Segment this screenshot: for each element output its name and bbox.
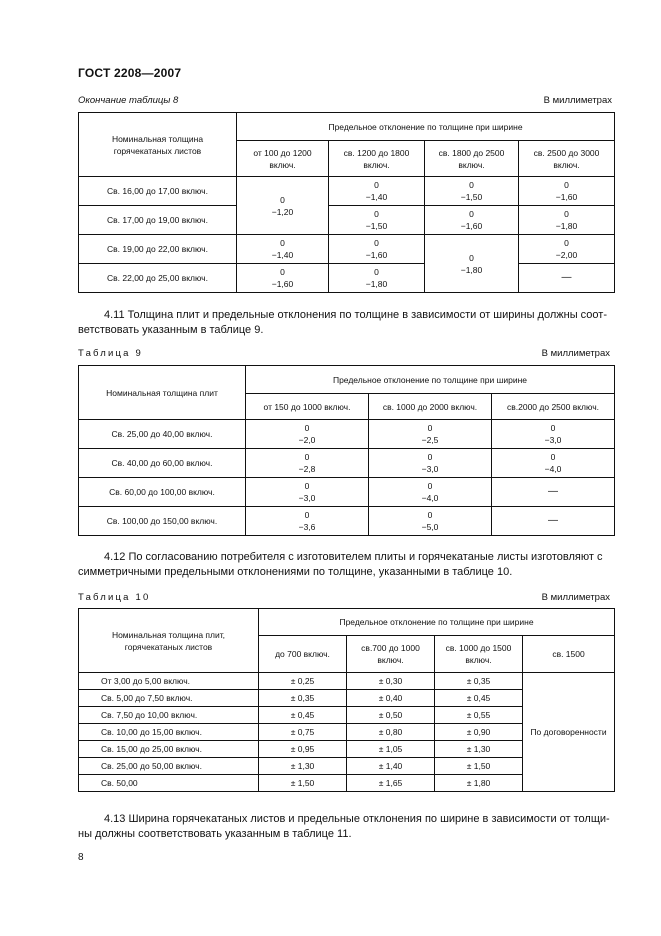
table10-col-1: до 700 включ. [259,636,347,673]
cell-bottom: −2,00 [555,250,578,260]
cell [237,235,329,264]
cell-bottom: −1,20 [271,206,294,217]
cell-top: 0 [374,209,379,219]
cell-top: 0 [550,423,556,433]
cell-bottom: −1,80 [365,279,388,289]
cell-bottom: −1,40 [365,192,388,202]
cell: ± 0,80 [347,724,435,741]
paragraph-line: 4.12 По согласованию потребителя с изготовителем плиты и горячекатаные листы изготовляют с [104,551,603,563]
cell: ± 0,40 [347,690,435,707]
table-row [79,673,615,690]
cell: ± 0,25 [259,673,347,690]
cell [329,206,425,235]
cell-top: 0 [304,452,310,462]
table10-head-first: Номинальная толщина плит, горячекатаных листов [79,609,259,673]
table-row [79,206,615,235]
row-label: Св. 16,00 до 17,00 включ. [79,177,237,206]
cell-top: 0 [469,209,474,219]
cell [492,420,615,449]
table10 [78,608,615,792]
paragraph-line: симметричными предельными отклонениями по толщине, указанными в таблице 10. [78,566,513,578]
table8-col-4: св. 2500 до 3000 включ. [519,141,615,177]
row-label: Св. 10,00 до 15,00 включ. [79,724,259,741]
table9 [78,365,615,536]
cell: ± 0,45 [259,707,347,724]
table10-unit: В миллиметрах [541,592,610,603]
row-label: Св. 19,00 до 22,00 включ. [79,235,237,264]
cell [246,420,369,449]
cell: ± 0,75 [259,724,347,741]
cell-top: 0 [550,452,556,462]
cell-bottom: −1,60 [271,279,294,289]
cell-bottom: −1,50 [460,192,483,202]
cell-bottom: −3,0 [298,493,316,503]
table10-head-group: Предельное отклонение по толщине при ширине [259,609,615,636]
cell [425,177,519,206]
cell-bottom: −1,60 [460,221,483,231]
cell-top: 0 [469,252,474,263]
merged-cell: По договоренности [523,673,615,792]
cell-top: 0 [280,238,285,248]
cell [329,264,425,293]
cell [329,177,425,206]
cell-top: 0 [564,180,569,190]
document-header: ГОСТ 2208—2007 [78,66,182,80]
cell [369,507,492,536]
table8 [78,112,615,293]
cell [329,235,425,264]
cell-bottom: −3,0 [421,464,439,474]
cell: ± 0,35 [435,673,523,690]
cell-bottom: −1,80 [555,221,578,231]
cell: ± 1,30 [259,758,347,775]
table9-unit: В миллиметрах [541,348,610,359]
cell-top: 0 [427,452,433,462]
cell: ± 1,40 [347,758,435,775]
cell: ± 0,95 [259,741,347,758]
cell-top: 0 [469,180,474,190]
table-row [79,264,615,293]
cell [492,449,615,478]
table-row [79,235,615,264]
cell [425,206,519,235]
cell [369,449,492,478]
cell-top: 0 [374,180,379,190]
cell-bottom: −2,8 [298,464,316,474]
paragraph-line: 4.11 Толщина плит и предельные отклонения по толщине в зависимости от ширины должны соот- [104,309,607,321]
cell-bottom: −1,80 [460,264,483,275]
merged-cell [237,177,329,235]
cell [246,478,369,507]
cell-top: 0 [427,481,433,491]
cell [246,449,369,478]
paragraph-4-12 [78,550,612,580]
page-number: 8 [78,852,84,863]
cell: ± 0,30 [347,673,435,690]
cell-top: 0 [374,267,379,277]
table-row [79,420,615,449]
row-label: Св. 17,00 до 19,00 включ. [79,206,237,235]
table8-col-3: св. 1800 до 2500 включ. [425,141,519,177]
cell: ± 0,45 [435,690,523,707]
cell [246,507,369,536]
cell: — [519,264,615,293]
cell: ± 1,05 [347,741,435,758]
cell-top: 0 [304,423,310,433]
row-label: Св. 50,00 [79,775,259,792]
table9-col-1: от 150 до 1000 включ. [246,394,369,420]
cell-bottom: −2,5 [421,435,439,445]
row-label: Св. 25,00 до 40,00 включ. [79,420,246,449]
cell: ± 1,65 [347,775,435,792]
row-label: Св. 22,00 до 25,00 включ. [79,264,237,293]
cell-top: 0 [564,209,569,219]
table9-head-group: Предельное отклонение по толщине при ширине [246,366,615,394]
row-label: Св. 40,00 до 60,00 включ. [79,449,246,478]
table10-col-4: св. 1500 [523,636,615,673]
row-label: Св. 5,00 до 7,50 включ. [79,690,259,707]
cell: — [492,507,615,536]
table8-caption: Окончание таблицы 8 [78,95,179,106]
cell-bottom: −4,0 [421,493,439,503]
cell: ± 0,50 [347,707,435,724]
row-label: Св. 7,50 до 10,00 включ. [79,707,259,724]
cell-bottom: −2,0 [298,435,316,445]
row-label: Св. 60,00 до 100,00 включ. [79,478,246,507]
table-row [79,507,615,536]
cell-bottom: −1,60 [365,250,388,260]
table8-head-group: Предельное отклонение по толщине при ширине [237,113,615,141]
cell [519,206,615,235]
cell [519,235,615,264]
cell [369,478,492,507]
table9-col-3: св.2000 до 2500 включ. [492,394,615,420]
table-row [79,449,615,478]
paragraph-line: ны должны соответствовать указанным в таблице 11. [78,828,352,840]
cell-top: 0 [304,481,310,491]
cell [237,264,329,293]
row-label: Св. 100,00 до 150,00 включ. [79,507,246,536]
table8-col-2: св. 1200 до 1800 включ. [329,141,425,177]
cell-top: 0 [374,238,379,248]
cell: — [492,478,615,507]
cell [519,177,615,206]
table10-col-3: св. 1000 до 1500 включ. [435,636,523,673]
paragraph-line: ветствовать указанным в таблице 9. [78,324,264,336]
table8-col-1: от 100 до 1200 включ. [237,141,329,177]
table10-caption: Таблица 10 [78,592,151,603]
table9-head-first: Номинальная толщина плит [79,366,246,420]
cell-bottom: −4,0 [544,464,562,474]
cell-bottom: −3,6 [298,522,316,532]
cell-top: 0 [280,194,285,205]
table8-unit: В миллиметрах [543,95,612,106]
cell: ± 1,80 [435,775,523,792]
merged-cell [425,235,519,293]
table-row [79,478,615,507]
paragraph-4-13 [78,812,612,842]
row-label: Св. 15,00 до 25,00 включ. [79,741,259,758]
cell-bottom: −1,40 [271,250,294,260]
cell: ± 1,50 [259,775,347,792]
row-label: Св. 25,00 до 50,00 включ. [79,758,259,775]
cell-top: 0 [564,238,569,248]
paragraph-line: 4.13 Ширина горячекатаных листов и предельные отклонения по ширине в зависимости от толщи- [104,813,610,825]
table10-col-2: св.700 до 1000 включ. [347,636,435,673]
cell [369,420,492,449]
cell-bottom: −1,50 [365,221,388,231]
row-label: От 3,00 до 5,00 включ. [79,673,259,690]
cell-top: 0 [427,510,433,520]
cell-bottom: −3,0 [544,435,562,445]
cell-top: 0 [427,423,433,433]
cell: ± 0,90 [435,724,523,741]
cell: ± 0,55 [435,707,523,724]
cell-bottom: −5,0 [421,522,439,532]
cell: ± 1,30 [435,741,523,758]
cell: ± 1,50 [435,758,523,775]
table9-col-2: св. 1000 до 2000 включ. [369,394,492,420]
cell-top: 0 [304,510,310,520]
table-row [79,177,615,206]
table8-head-first: Номинальная толщина горячекатаных листов [79,113,237,177]
cell-bottom: −1,60 [555,192,578,202]
cell-top: 0 [280,267,285,277]
table9-caption: Таблица 9 [78,348,143,359]
paragraph-4-11 [78,308,612,338]
cell: ± 0,35 [259,690,347,707]
